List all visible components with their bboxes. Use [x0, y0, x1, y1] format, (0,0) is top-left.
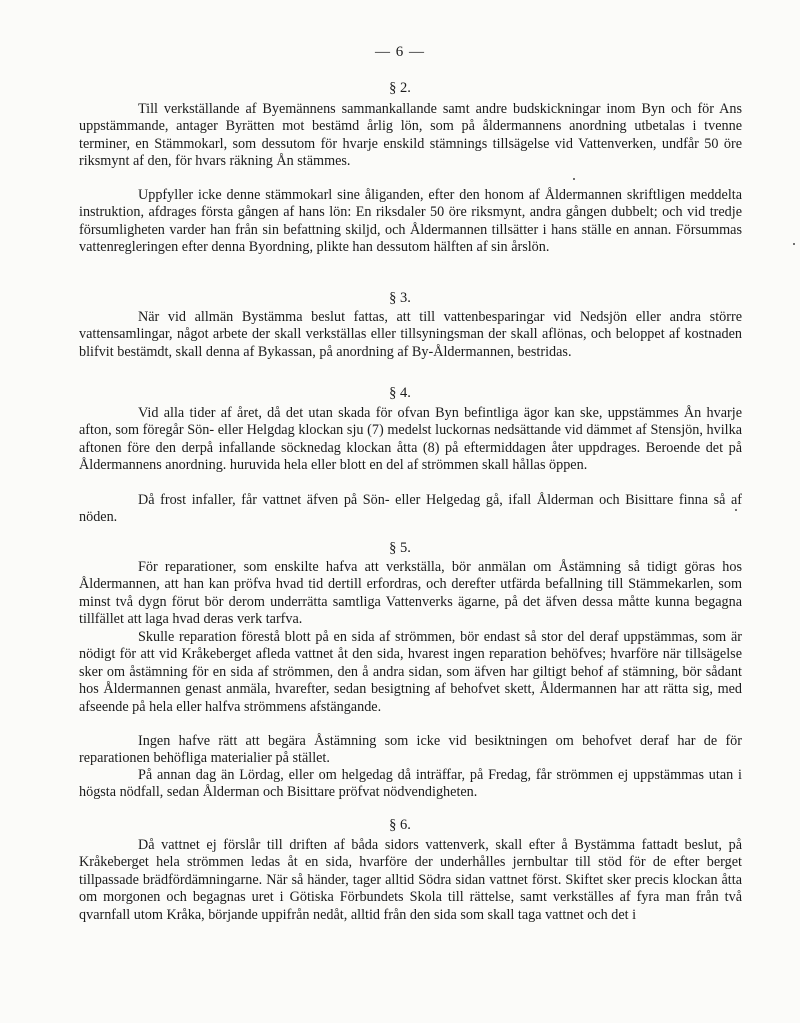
- paragraph: Vid alla tider af året, då det utan skada för ofvan Byn befintliga ägor kan ske, uppstämmes Ån hvarje afton, som föregår Sön- eller Helgdag klockan sju (7) medelst luckornas nedsättande vid dämmet af Stensjön, hvilka aftonen före den derpå infallande söcknedag klockan åtta (8) på eftermiddagen åter uppdrages. Beroende det på Åldermannens anordning. huruvida hela eller blott en del af strömmen skall hållas öppen.: [79, 405, 742, 474]
- scan-speck: [573, 178, 575, 180]
- paragraph: Till verkställande af Byemännens sammankallande samt andre budskickningar inom Byn och för Ans uppstämmande, antager Byrätten mot bestämd årlig lön, som på åldermannens anordning utbetalas i tvenne terminer, en Stämmokarl, som dessutom för hvarje enskild stämnings tillsägelse vid Vattenverken, undfår 50 öre riksmynt af den, för hvars räkning Ån stämmes.: [79, 101, 742, 170]
- paragraph: När vid allmän Bystämma beslut fattas, att till vattenbesparingar vid Nedsjön eller andra större vattensamlingar, något arbete der skall verkställas eller tillsyningsman der skall aflönas, och beloppet af kostnaden blifvit bestämdt, skall denna af Bykassan, på anordning af By-Åldermannen, bestridas.: [79, 309, 742, 360]
- paragraph: Då frost infaller, får vattnet äfven på Sön- eller Helgedag gå, ifall Ålderman och Bisittare finna så af nöden.: [79, 492, 742, 526]
- scan-speck: [793, 243, 795, 245]
- page-number: — 6 —: [375, 44, 425, 60]
- section-heading-5: § 5.: [389, 540, 411, 556]
- paragraph: För reparationer, som enskilte hafva att verkställa, bör anmälan om Åstämning så tidigt göras hos Åldermannen, att han kan pröfva hvad tid dertill erfordras, och derefter utfärda befallning till Stämmekarlen, som minst två dygn förut bör derom underrätta samtliga Vattenverks ägarne, på det äfven dessa måtte kunna begagna tillfället att laga hvad deras verk tarfva.: [79, 559, 742, 628]
- paragraph: Ingen hafve rätt att begära Åstämning som icke vid besiktningen om behofvet deraf har de för reparationen behöfliga materialier på stället.: [79, 733, 742, 767]
- scan-speck: [735, 509, 737, 511]
- section-heading-4: § 4.: [389, 385, 411, 401]
- section-heading-6: § 6.: [389, 817, 411, 833]
- paragraph: Då vattnet ej förslår till driften af båda sidors vattenverk, skall efter å Bystämma fattadt beslut, på Kråkeberget hela strömmen ledas åt en sida, hvarföre der underhålles jernbultar till stöd för de efter berget tillpassade brädfördämningarne. När så händer, tager alltid Södra sidan vattnet först. Skiftet sker precis klockan åtta om morgonen och begagnas uret i Götiska Förbundets Skola till rättelse, samt verkställes af fyra man från två qvarnfall utom Kråka, börjande uppifrån nedåt, alltid från den sida som skall taga vattnet och det i: [79, 837, 742, 923]
- paragraph: Skulle reparation förestå blott på en sida af strömmen, bör endast så stor del deraf uppstämmas, som är nödigt för att vid Kråkeberget afleda vattnet åt den sida, hvarest ingen reparation behöfves; hvarföre när tillsägelse sker om åstämning för en sida af strömmen, den å andra sidan, som äfven har giltigt behof af stämning, bör sådant hos Åldermannen genast anmäla, hvarefter, sedan besigtning af behofvet skett, Åldermannen har att rätta sig, med afseende på hela eller halfva strömmens afstängande.: [79, 629, 742, 715]
- section-heading-3: § 3.: [389, 290, 411, 306]
- paragraph: Uppfyller icke denne stämmokarl sine åliganden, efter den honom af Åldermannen skriftligen meddelta instruktion, afdrages första gången af hans lön: En riksdaler 50 öre riksmynt, andra gången dubbelt; och vid tredje försumligheten varder han från sin befattning skiljd, och Åldermannen tillsätter i hans ställe en annan. Försummas vattenregleringen efter denna Byordning, plikte han dessutom hälften af sin årslön.: [79, 187, 742, 256]
- section-heading-2: § 2.: [389, 80, 411, 96]
- paragraph: På annan dag än Lördag, eller om helgedag då inträffar, på Fredag, får strömmen ej uppstämmas utan i högsta nödfall, sedan Ålderman och Bisittare pröfvat nödvendigheten.: [79, 767, 742, 801]
